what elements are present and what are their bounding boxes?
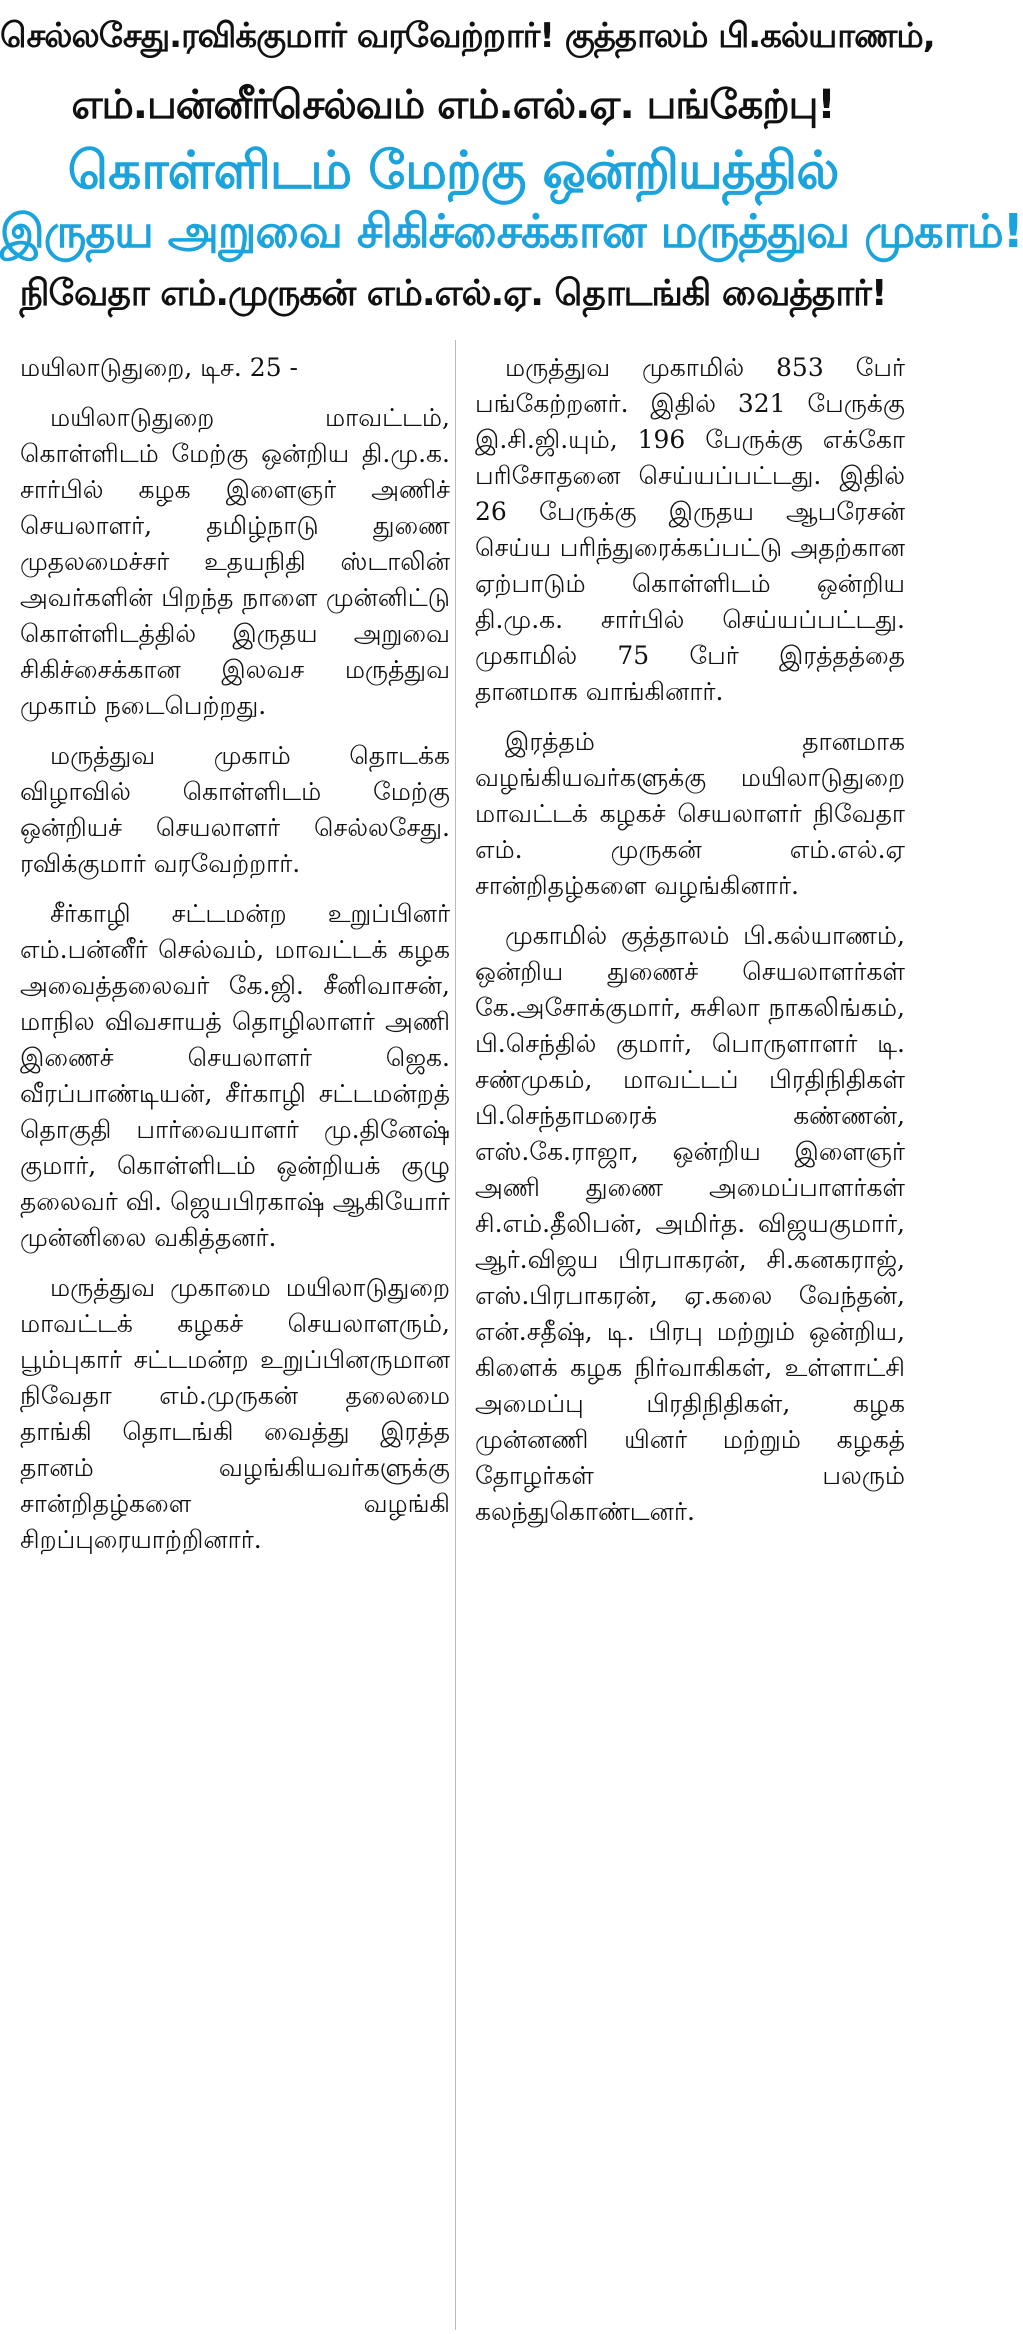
article-left-column — [20, 350, 450, 1572]
column-divider — [455, 340, 456, 2330]
paragraph-7: முகாமில் குத்தாலம் பி.கல்யாணம், ஒன்றிய துணைச் செயலாளர்கள் கே.அசோக்குமார், சுசிலா நாகலிங்கம், பி.செந்தில் குமார், பொருளாளர் டி. சண்முகம், மாவட்டப் பிரதிநிதிகள் பி.செந்தாமரைக் கண்ணன், எஸ்.கே.ராஜா, ஒன்றிய இளைஞர் அணி துணை அமைப்பாளர்கள் சி.எம்.தீலிபன், அமிர்த. விஜயகுமார், ஆர்.விஜய பிரபாகரன், சி.கனகராஜ், எஸ்.பிரபாகரன், ஏ.கலை வேந்தன், என்.சதீஷ், டி. பிரபு மற்றும் ஒன்றிய, கிளைக் கழக நிர்வாகிகள், உள்ளாட்சி அமைப்பு பிரதிநிதிகள், கழக முன்னணி யினர் மற்றும் கழகத் தோழர்கள் பலரும் கலந்துகொண்டனர். — [475, 921, 905, 1526]
paragraph-2: மருத்துவ முகாம் தொடக்க விழாவில் கொள்ளிடம் மேற்கு ஒன்றியச் செயலாளர் செல்லசேது. ரவிக்குமார் வரவேற்றார். — [20, 741, 450, 878]
kicker-line-2: எம்.பன்னீர்செல்வம் எம்.எல்.ஏ. பங்கேற்பு! — [71, 82, 835, 128]
paragraph-1: மயிலாடுதுறை மாவட்டம், கொள்ளிடம் மேற்கு ஒன்றிய தி.மு.க. சார்பில் கழக இளைஞர் அணிச் செயலாளர், தமிழ்நாடு துணை முதலமைச்சர் உதயநிதி ஸ்டாலின் அவர்களின் பிறந்த நாளை முன்னிட்டு கொள்ளிடத்தில் இருதய அறுவை சிகிச்சைக்கான இலவச மருத்துவ முகாம் நடைபெற்றது. — [20, 403, 450, 720]
subheadline: நிவேதா எம்.முருகன் எம்.எல்.ஏ. தொடங்கி வைத்தார்! — [19, 273, 887, 314]
dateline: மயிலாடுதுறை, டிச. 25 - — [20, 353, 298, 382]
paragraph-6: இரத்தம் தானமாக வழங்கியவர்களுக்கு மயிலாடுதுறை மாவட்டக் கழகச் செயலாளர் நிவேதா எம். முருகன் எம்.எல்.ஏ சான்றிதழ்களை வழங்கினார். — [475, 727, 905, 900]
paragraph-5: மருத்துவ முகாமில் 853 பேர் பங்கேற்றனர். இதில் 321 பேருக்கு இ.சி.ஜி.யும், 196 பேருக்கு எக்கோ பரிசோதனை செய்யப்பட்டது. இதில் 26 பேருக்கு இருதய ஆபரேசன் செய்ய பரிந்துரைக்கப்பட்டு அதற்கான ஏற்பாடும் கொள்ளிடம் ஒன்றிய தி.மு.க. சார்பில் செய்யப்பட்டது. முகாமில் 75 பேர் இரத்தத்தை தானமாக வாங்கினார். — [475, 353, 905, 706]
headline-line-1: கொள்ளிடம் மேற்கு ஒன்றியத்தில் — [67, 141, 839, 201]
kicker-line-1: செல்லசேது.ரவிக்குமார் வரவேற்றார்! குத்தாலம் பி.கல்யாணம், — [0, 16, 935, 56]
article-right-column — [475, 350, 905, 1544]
paragraph-4: மருத்துவ முகாமை மயிலாடுதுறை மாவட்டக் கழகச் செயலாளரும், பூம்புகார் சட்டமன்ற உறுப்பினருமான நிவேதா எம்.முருகன் தலைமை தாங்கி தொடங்கி வைத்து இரத்த தானம் வழங்கியவர்களுக்கு சான்றிதழ்களை வழங்கி சிறப்புரையாற்றினார். — [20, 1273, 450, 1554]
paragraph-3: சீர்காழி சட்டமன்ற உறுப்பினர் எம்.பன்னீர் செல்வம், மாவட்டக் கழக அவைத்தலைவர் கே.ஜி. சீனிவாசன், மாநில விவசாயத் தொழிலாளர் அணி இணைச் செயலாளர் ஜெக. வீரப்பாண்டியன், சீர்காழி சட்டமன்றத் தொகுதி பார்வையாளர் மு.தினேஷ் குமார், கொள்ளிடம் ஒன்றியக் குழு தலைவர் வி. ஜெயபிரகாஷ் ஆகியோர் முன்னிலை வகித்தனர். — [20, 899, 450, 1252]
headline-line-2: இருதய அறுவை சிகிச்சைக்கான மருத்துவ முகாம்! — [0, 204, 1023, 258]
